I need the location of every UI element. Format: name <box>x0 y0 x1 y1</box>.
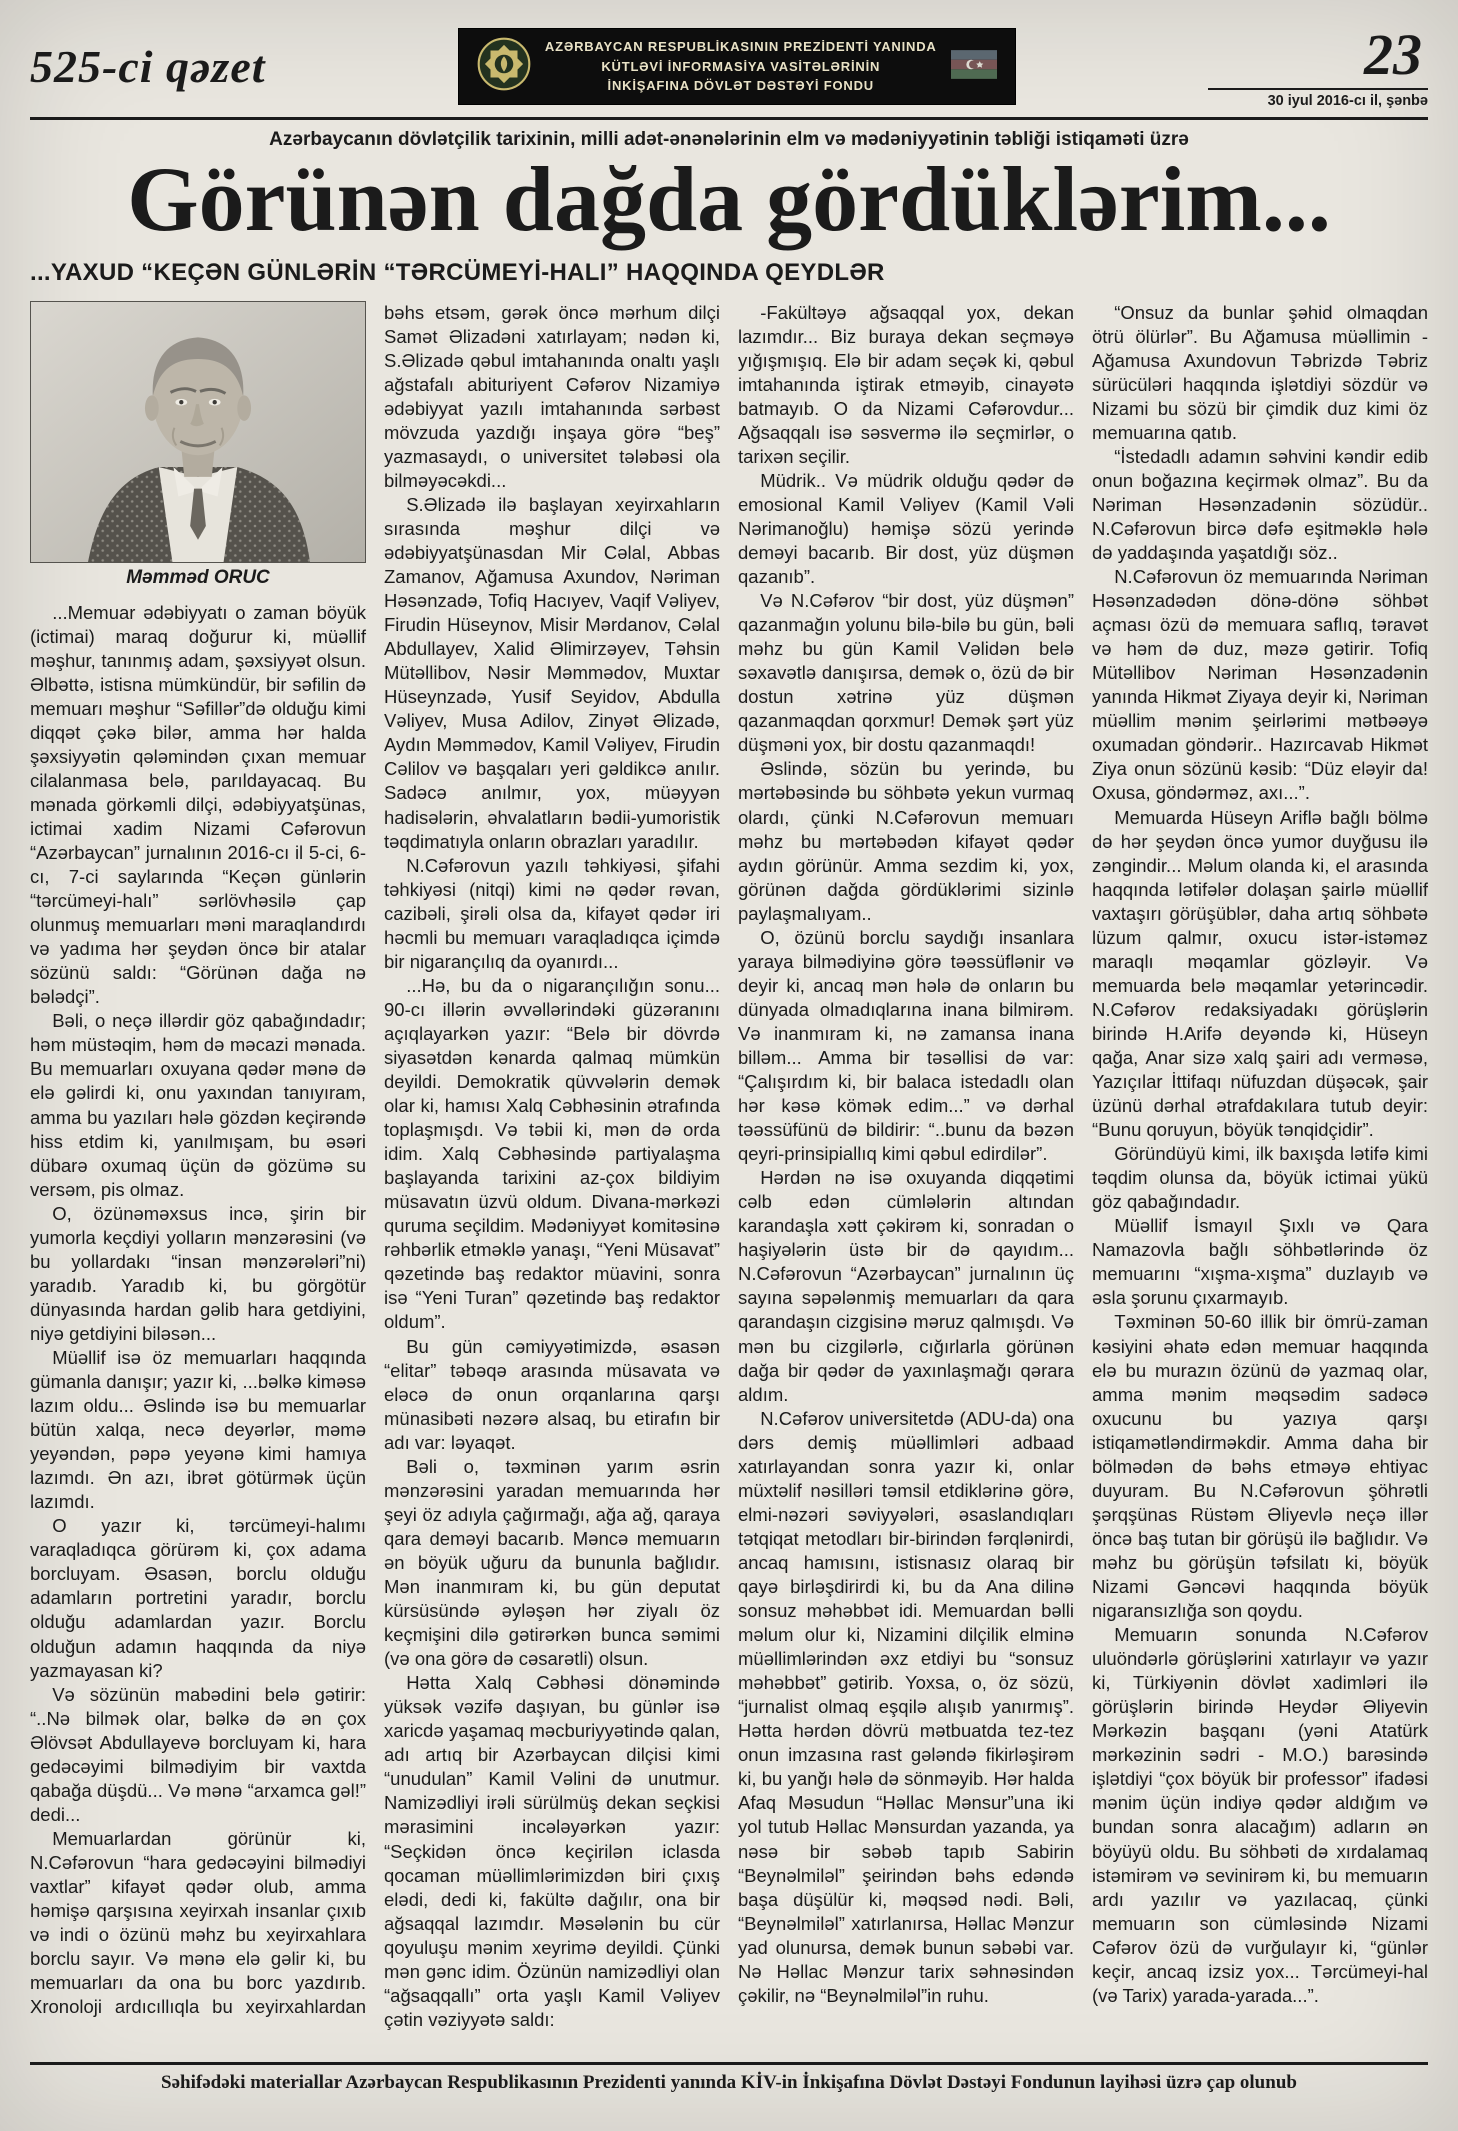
article-paragraph: Bu gün cəmiyyətimizdə, əsasən “elitar” təbəqə arasında müsavata və eləcə də onun orqanlarına qarşı münasibəti nəzərə alsaq, bu etirafın bir adı var: ləyaqət. <box>384 1335 720 1453</box>
article-paragraph: Və sözünün mabədini belə gətirir: “..Nə bilmək olar, bəlkə də ən çox Əlövsət Abdullayevə borcluyam ki, hara gedəcəyimi bilmədiyim bir vaxtda qabağa düşdü... Və mənə “arxamca gəl!” dedi... <box>30 1683 366 1825</box>
newspaper-name: 525-ci qəzet <box>30 41 266 92</box>
author-photo <box>30 301 366 563</box>
article-paragraph: “İstedadlı adamın səhvini kəndir edib onun boğazına keçirmək olmaz”. Bu da Nəriman Həsənzadənin sözüdür.. N.Cəfərovun bircə dəfə eşitməklə hələ də yaddaşında yaşatdığı söz.. <box>1092 445 1428 563</box>
article-paragraph: Memuarlardan görünür ki, N.Cəfərovun “hara gedəcəyini bilmədiyi vaxtlar” kifayət qədər olub, amma həmişə qarşısına xeyirxah insanlar çıxıb və indi o özünü məhz bu xeyirxahlara borclu sayır. Və mənə elə gəlir ki, bu memuarları da ona bu borc yazdırıb. Xronoloji ardıcıllıqla bu xeyirxahlardan bəhs etsəm, gərək öncə mərhum dilçi Samət Əlizadəni xatırlayam; nədən ki, S.Əlizadə qəbul imtahanında onaltı yaşlı ağstafalı abituriyent Cəfərov Nizamiyə ədəbiyyat yazılı imtahanında sərbəst mövzuda yazdığı inşaya görə “beş” yazmasaydı, o universitet tələbəsi ola bilməyəcəkdi... <box>30 301 720 2018</box>
page-info <box>1208 24 1428 109</box>
masthead <box>30 24 1428 120</box>
headline: Görünən dağda gördüklərim... <box>127 148 1331 250</box>
article-paragraph: Müəllif isə öz memuarları haqqında gümanla danışır; yazır ki, ...bəlkə kiməsə lazım oldu... Əslində isə bu memuarlar bütün xalqa, necə deyərlər, məmə yeyəndən, pəpə yeyənə kimi hamıya lazımdı. Ən azı, ibrət götürmək üçün lazımdı. <box>30 1346 366 1513</box>
azerbaijan-flag-icon <box>951 50 997 84</box>
subheadline: ...YAXUD “KEÇƏN GÜNLƏRİN “TƏRCÜMEYİ-HALI” HAQQINDA QEYDLƏR <box>30 258 885 286</box>
fund-banner-line-3: İNKİŞAFINA DÖVLƏT DƏSTƏYİ FONDU <box>607 78 874 94</box>
photo-caption: Məmməd ORUC <box>126 566 270 588</box>
fund-banner-text <box>545 37 937 96</box>
article-paragraph: Hətta Xalq Cəbhəsi dönəmində yüksək vəzifə daşıyan, bu günlər isə xaricdə yaşamaq məcburiyyətində qalan, adı artıq bir Azərbaycan dilçisi kimi “unudulan” Kamil Vəlini də unutmur. Namizədliyi irəli sürülmüş dekan seçkisi mərasimini incələyərkən yazır: “Seçkidən öncə keçirilən iclasda qocaman müəllimlərimizdən biri çıxış elədi, dedi ki, fakültə dağılır, ona bir ağsaqqal lazımdır. Məsələnin bu cür qoyuluşu mənim xeyrimə deyildi. Çünki mən gənc idim. Özünün namizədliyi olan “ağsaqqallı” orta yaşlı Kamil Vəliyev çətin vəziyyətə saldı: <box>384 1672 720 2030</box>
article-paragraph: Bəli, o neçə illərdir göz qabağındadır; həm müstəqim, həm də məcazi mənada. Bu memuarları oxuyana qədər mənə də elə gəlirdi ki, onu yaxından tanıyıram, amma bu yazıları hələ gözdən keçirəndə hiss etdim ki, yanılmışam, bu əsəri dübarə oxumaq üçün də gözümə su versəm, pis olmaz. <box>30 1010 366 1200</box>
article-paragraph: Əslində, sözün bu yerində, bu mərtəbəsində bu söhbətə yekun vurmaq olardı, çünki N.Cəfərovun memuarı məhz bu mərtəbədən kifayət qədər aydın görünür. Amma sezdim ki, yox, görünən dağda gördüklərimi sizinlə paylaşmalıyam.. <box>738 758 1074 924</box>
article-paragraph: S.Əlizadə ilə başlayan xeyirxahların sırasında məşhur dilçi və ədəbiyyatşünasdan Mir Cəlal, Abbas Zamanov, Ağamusa Axundov, Nəriman Həsənzadə, Tofiq Hacıyev, Vaqif Vəliyev, Firudin Hüseynov, Misir Mərdanov, Cəlal Abdullayev, Xalid Əlimirzəyev, Təhsin Mütəllibov, Nəsir Məmmədov, Muxtar Hüseynzadə, Yusif Seyidov, Abdulla Vəliyev, Musa Adilov, Zinyət Əlizadə, Aydın Məmmədov, Kamil Vəliyev, Firudin Cəlilov və başqaları yeri gəldikcə anılır. Sadəcə anılmır, yox, müəyyən hadisələrin, əhvalatların bədii-yumoristik təqdimatıyla onların obrazları yaradılır. <box>384 493 720 852</box>
article-paragraph: N.Cəfərovun yazılı təhkiyəsi, şifahi təhkiyəsi (nitqi) kimi nə qədər rəvan, cazibəli, şirəli olsa da, kifayət qədər iri həcmli bu memuarı varaqladıqca içimdə bir nigarançılıq da oyanırdı... <box>384 854 720 972</box>
article-paragraph: Müdrik.. Və müdrik olduğu qədər də emosional Kamil Vəliyev (Kamil Vəli Nərimanoğlu) həmişə sözü yerində deməyi bacarıb. Bir dost, yüz düşmən qazanıb”. <box>738 469 1074 588</box>
article-paragraph: O, özünü borclu saydığı insanlara yaraya bilmədiyinə görə təəssüflənir və deyir ki, ancaq mən hələ də onların bu dünyada olmadıqlarına inana bilmirəm. Və inanmıram ki, nə zamansa inana billəm... Amma bir təsəllisi də var: “Çalışırdım ki, bir balaca istedadlı olan hər kəsə kömək edim...” və dərhal təəssüfünü də bildirir: “..bunu da bəzən qeyri-prinsipiallıq kimi qəbul edirdilər”. <box>738 926 1074 1165</box>
article-paragraph: Memuarda Hüseyn Ariflə bağlı bölmə də hər şeydən öncə yumor duyğusu ilə zəngindir... Məlum olanda ki, el arasında haqqında lətifələr dolaşan şairlə müəllif vaxtaşırı görüşüblər, daha artıq söhbətə lüzum qalmır, oxucu istər-istəməz maraqlı məqamlar gözləyir. Və memuarda belə məqamlar yetərincədir. N.Cəfərov redaksiyadakı görüşlərin birində H.Arifə deyəndə ki, Hüseyn qağa, Anar sizə xalq şairi adı verməsə, Yazıçılar İttifaqı nüfuzdan düşəcək, şair üzünü dərhal ətrafdakılara tutub deyir: “Bunu qoruyun, böyük tənqidçidir”. <box>1092 806 1428 1141</box>
article-paragraph: ...Hə, bu da o nigarançılığın sonu... 90-cı illərin əvvəllərindəki güzəranını açıqlayarkən yazır: “Belə bir dövrdə siyasətdən kənarda qalmaq mümkün deyildi. Demokratik qüvvələrin demək olar ki, hamısı Xalq Cəbhəsinin ətrafında toplaşmışdı. Və təbii ki, mən də orda idim. Xalq Cəbhəsində partiyalaşma başlayanda tarixini az-çox bildiyim müsavatın üzvü oldum. Divana-mərkəzi quruma seçildim. Mədəniyyət komitəsinə rəhbərlik etməklə yanaşı, “Yeni Müsavat” qəzetində baş redaktor müavini, sonra isə “Yeni Turan” qəzetində baş redaktor oldum”. <box>384 974 720 1333</box>
article-paragraph: Memuarın sonunda N.Cəfərov uluöndərlə görüşlərini xatırlayır və yazır ki, Türkiyənin dövlət xadimləri ilə görüşlərin birində Heydər Əliyevin Mərkəzin başqanı (yəni Atatürk mərkəzinin sədri - M.O.) barəsində işlətdiyi “çox böyük bir professor” ifadəsi mənim üçün indiyə qədər aldığım və bundan sonra alacağım) adların ən böyüyü oldu. Bu söhbəti də xırdalamaq istəmirəm və sevinirəm ki, bu memuarın ardı yazılır və yazılacaq, çünki memuarın son cümləsində Nizami Cəfərov özü də vurğulayır ki, “günlər keçir, ancaq izsiz yox... Tərcümeyi-hal (və Tarix) yarada-yarada...”. <box>1092 1624 1428 2006</box>
coat-of-arms-icon <box>477 37 531 96</box>
article-paragraph: O yazır ki, tərcümeyi-halımı varaqladıqca görürəm ki, çox adama borcluyam. Əsasən, borclu olduğu adamların portretini yaradır, borclu olduğu adamlardan yazır. Borclu olduğun adamın haqqında da niyə yazmayasan ki? <box>30 1515 366 1681</box>
fund-banner-line-2: KÜTLƏVİ İNFORMASİYA VASİTƏLƏRİNİN <box>601 58 881 74</box>
article-paragraph: -Fakültəyə ağsaqqal yox, dekan lazımdır... Biz buraya dekan seçməyə yığışmışıq. Elə bir adam seçək ki, qəbul imtahanında iştirak etməyib, cinayətə batmayıb. O da Nizami Cəfərovdur... Ağsaqqalı isə səsvermə ilə seçmirlər, o tarixən seçilir. <box>738 301 1074 467</box>
article-paragraph: Müəllif İsmayıl Şıxlı və Qara Namazovla bağlı söhbətlərində öz memuarını “xışma-xışma” duzlayıb və əsla şorunu çıxarmayıb. <box>1092 1215 1428 1309</box>
kicker: Azərbaycanın dövlətçilik tarixinin, milli adət-ənənələrinin elm və mədəniyyətinin təbliği istiqaməti üzrə <box>269 129 1189 150</box>
date: 30 iyul 2016-cı il, şənbə <box>1208 88 1428 109</box>
article-paragraph: N.Cəfərov universitetdə (ADU-da) ona dərs demiş müəllimləri adbaad xatırlayandan sonra yazır ki, onlar müxtəlif nəsilləri təmsil etdiklərinə görə, elmi-nəzəri səviyyələri, əsaslandıqları tətqiqat metodları bir-birindən fərqlənirdi, ancaq hamısını, istisnasız olaraq bir qayə birləşdirirdi ki, bu da Ana dilinə sonsuz məhəbbət idi. Memuardan bəlli məlum olur ki, Nizamini dilçilik elminə müəllimlərindən əxz etdiyi bu “sonsuz məhəbbət” gətirib. Yoxsa, o, öz sözü, “jurnalist olmaq eşqilə alışıb yanırmış”. Hətta hərdən dövrü mətbuatda tez-tez onun imzasına rast gələndə fikirləşirəm ki, bu yanğı hələ də sönməyib. Hər halda Afaq Məsudun “Həllac Mənsur”una iki yol tutub Həllac Mənsurdan yazanda, ya nəsə bir səbəb tapıb Sabirin “Beynəlmiləl” şeirindən bəhs edəndə başa düşülür ki, məqsəd nədi. Bəli, “Beynəlmiləl” xatırlanırsa, Həllac Mənzur yad olunursa, demək bunun səbəbi var. Nə Həllac Mənzur tarix səhnəsindən çəkilir, nə “Beynəlmiləl”in ruhu. <box>738 1407 1074 2006</box>
article-paragraph: Göründüyü kimi, ilk baxışda lətifə kimi təqdim olunsa da, böyük ictimai yükü göz qabağındadır. <box>1092 1143 1428 1213</box>
article-paragraph: ...Memuar ədəbiyyatı o zaman böyük (ictimai) maraq doğurur ki, müəllif məşhur, tanınmış adam, şəxsiyyət olsun. Əlbəttə, istisna mümkündür, bir səfilin də memuarı məşhur “Səfillər”də olduğu kimi diqqət çəkə bilər, amma hər halda şəxsiyyətin qələmindən çıxan memuar cilalanmasa belə, parıldayacaq. Bu mənada görkəmli dilçi, ədəbiyyatşünas, ictimai xadim Nizami Cəfərovun “Azərbaycan” jurnalının 2016-cı il 5-ci, 6-cı, 7-ci saylarında “Keçən günlərin “tərcümeyi-halı” sərlövhəsilə çap olunmuş memuarları məni maraqlandırdı və yadıma hər şeydən öncə bir atalar sözünü saldı: “Görünən dağa nə bələdçi”. <box>30 601 366 1008</box>
article-paragraph: Və N.Cəfərov “bir dost, yüz düşmən” qazanmağın yolunu bilə-bilə bu gün, bəli məhz bu gün Kamil Vəlidən belə səxavətlə danışırsa, demək o, özü də bir dostun xətrinə yüz düşmən qazanmaqdan qorxmur! Demək şərt yüz düşməni yox, bir dostu qazanmaqdı! <box>738 590 1074 756</box>
article-paragraph: O, özünəməxsus incə, şirin bir yumorla keçdiyi yolların mənzərəsini (və bu yollardakı “insan mənzərələri”ni) yaradıb. Yaradıb ki, bu görgötür dünyasında hardan gəlib hara getdiyini, niyə getdiyini biləsən... <box>30 1202 366 1344</box>
fund-banner-line-1: AZƏRBAYCAN RESPUBLİKASININ PREZİDENTİ YANINDA <box>544 39 937 55</box>
article-paragraph: Təxminən 50-60 illik bir ömrü-zaman kəsiyini əhatə edən memuar haqqında elə bu murazın özünü də yazmaq olar, amma mənim məqsədim sadəcə oxucunu bu yazıya qarşı istiqamətləndirməkdir. Amma daha bir bölmədən də bəhs etməyə ehtiyac duyuram. Bu N.Cəfərovun şöhrətli şərqşünas Rüstəm Əliyevlə neçə illər öncə baş tutan bir görüşü ilə bağlıdır. Və məhz bu görüşün təfsilatı ki, böyük Nizami Gəncəvi haqqında böyük nigaransızlığa son qoydu. <box>1092 1311 1428 1622</box>
portrait-photo <box>31 302 365 562</box>
article-paragraph: Bəli o, təxminən yarım əsrin mənzərəsini yaradan memuarında hər şeyi öz adıyla çağırmağı, ağa ağ, qaraya qara deməyi bacarıb. Məncə memuarın ən böyük uğuru da bununla bağlıdır. Mən inanmıram ki, bu gün deputat kürsüsündə əyləşən hər ziyalı öz keçmişini dilə gətirərkən bunca səmimi (və ona görə də cəsarətli) olsun. <box>384 1455 720 1670</box>
article-body <box>30 301 1428 2053</box>
footer-note: Səhifədəki materiallar Azərbaycan Respublikasının Prezidenti yanında KİV-in İnkişafına Dövlət Dəstəyi Fondunun layihəsi üzrə çap olunub <box>30 2062 1428 2094</box>
page-number: 23 <box>1363 22 1422 87</box>
article-paragraph: N.Cəfərovun öz memuarında Nəriman Həsənzadədən dönə-dönə söhbət açması özü də memuara saflıq, təravət və həm də duz, məzə gətirir. Tofiq Mütəllibov Nəriman Həsənzadənin yanında Hikmət Ziyaya deyir ki, Nəriman müəllim mənim şeirlərimi mətbəəyə oxumadan göndərir.. Hazırcavab Hikmət Ziya onun sözünü kəsib: “Düz eləyir da! Oxusa, göndərməz, axı...”. <box>1092 566 1428 804</box>
article-paragraph: “Onsuz da bunlar şəhid olmaqdan ötrü ölürlər”. Bu Ağamusa müəllimin - Ağamusa Axundovun Təbrizdə Təbriz sürücüləri haqqında işlətdiyi sözdür və Nizami bu sözü bir çimdik duz kimi öz memuarına qatıb. <box>1092 301 1428 443</box>
fund-banner <box>458 28 1016 105</box>
article-paragraph: Hərdən nə isə oxuyanda diqqətimi cəlb edən cümlələrin altından karandaşla xətt çəkirəm ki, sonradan o haşiyələrin üstə bir də qayıdım... N.Cəfərovun “Azərbaycan” jurnalının üç sayına səpələnmiş memuarları da qara qarandaşın cizgisinə məruz qalmışdı. Və mən bu cizgilərlə, cığırlarla görünən dağa bir qədər də yaxınlaşmağı qərara aldım. <box>738 1167 1074 1405</box>
